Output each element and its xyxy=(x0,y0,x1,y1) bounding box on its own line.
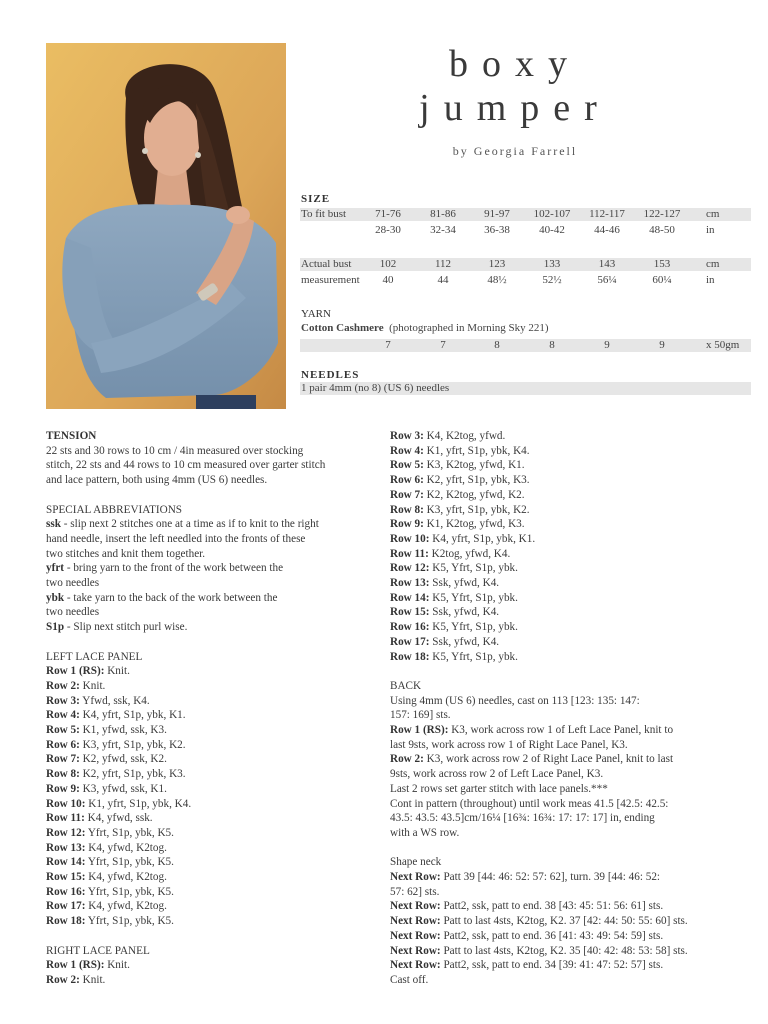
row-label: ybk xyxy=(46,591,65,604)
row-text: - Slip next stitch purl wise. xyxy=(64,621,188,634)
row-label: Row 14: xyxy=(46,856,86,869)
model-photo xyxy=(46,43,286,409)
yarn-qty: 7 xyxy=(440,339,446,351)
instruction-line xyxy=(46,811,376,826)
row-label: Next Row: xyxy=(390,929,441,942)
row-label: Row 6: xyxy=(390,474,424,487)
row-text: Ssk, yfwd, K4. xyxy=(429,606,500,619)
row-label: Next Row: xyxy=(390,915,441,928)
to-fit-label: To fit bust xyxy=(301,208,347,220)
size-cell: 32-34 xyxy=(430,224,456,236)
unit-label: cm xyxy=(706,208,720,220)
size-cell: 40 xyxy=(382,274,394,286)
needles-row xyxy=(300,382,751,395)
instruction-line xyxy=(46,605,376,620)
row-label: Row 14: xyxy=(390,591,430,604)
row-text: - take yarn to the back of the work between the xyxy=(64,591,278,604)
size-cell: 123 xyxy=(488,258,506,270)
row-text: K2, yfrt, S1p, ybk, K3. xyxy=(423,474,530,487)
instruction-line xyxy=(390,797,725,812)
title-line-1: boxy xyxy=(449,43,581,85)
row-text: K4, yfrt, S1p, ybk, K1. xyxy=(429,532,536,545)
row-label: Next Row: xyxy=(390,944,441,957)
spacer xyxy=(46,488,376,503)
row-text: two needles xyxy=(46,577,100,590)
instruction-line xyxy=(390,767,725,782)
row-text: Patt 39 [44: 46: 52: 57: 62], turn. 39 [44: 46: 52: xyxy=(440,871,661,884)
row-text: two needles xyxy=(46,606,100,619)
spacer xyxy=(390,664,725,679)
instruction-line xyxy=(390,782,725,797)
yarn-qty: 8 xyxy=(494,339,500,351)
instruction-line xyxy=(390,429,725,444)
row-text: K2tog, yfwd, K4. xyxy=(428,547,511,560)
size-cell: 81-86 xyxy=(430,208,456,220)
row-label: yfrt xyxy=(46,562,65,575)
row-text: K4, yfrt, S1p, ybk, K1. xyxy=(79,709,186,722)
row-label: Row 13: xyxy=(390,577,430,590)
row-text: and lace pattern, both using 4mm (US 6) needles. xyxy=(46,474,268,487)
row-text: Using 4mm (US 6) needles, cast on 113 [123: 135: 147: xyxy=(390,694,640,707)
instruction-line xyxy=(46,855,376,870)
instruction-line xyxy=(46,797,376,812)
row-text: K1, yfrt, S1p, ybk, K4. xyxy=(85,797,192,810)
row-text: K3, yfrt, S1p, ybk, K2. xyxy=(423,503,530,516)
row-label: Row 18: xyxy=(46,915,86,928)
size-cell: 133 xyxy=(543,258,561,270)
spacer xyxy=(46,929,376,944)
size-cell: 122-127 xyxy=(643,208,681,220)
instruction-line xyxy=(46,664,376,679)
row-text: Cast off. xyxy=(390,973,429,986)
row-text: Knit. xyxy=(79,679,106,692)
row-text: K3, work across row 2 of Right Lace Panel, knit to last xyxy=(423,753,674,766)
instruction-line xyxy=(46,738,376,753)
row-text: BACK xyxy=(390,679,422,692)
row-text: Yfrt, S1p, ybk, K5. xyxy=(85,826,174,839)
instruction-line xyxy=(46,591,376,606)
row-label: ssk xyxy=(46,518,61,531)
row-label: Row 4: xyxy=(390,444,424,457)
row-text: Ssk, yfwd, K4. xyxy=(429,577,500,590)
instruction-line xyxy=(390,826,725,841)
instruction-line xyxy=(46,870,376,885)
row-text: Patt2, ssk, patt to end. 36 [41: 43: 49: 54: 59] sts. xyxy=(440,929,664,942)
row-label: Row 13: xyxy=(46,841,86,854)
row-text: K3, work across row 1 of Left Lace Panel, knit to xyxy=(448,724,674,737)
actual-in-row xyxy=(300,274,751,287)
row-text: RIGHT LACE PANEL xyxy=(46,944,150,957)
row-text: last 9sts, work across row 1 of Right Lace Panel, K3. xyxy=(390,738,628,751)
row-text: Last 2 rows set garter stitch with lace panels.*** xyxy=(390,782,608,795)
needles-text: 1 pair 4mm (no 8) (US 6) needles xyxy=(301,382,450,394)
row-text: 57: 62] sts. xyxy=(390,885,440,898)
row-text: K4, yfwd, K2tog. xyxy=(85,841,167,854)
row-label: Row 17: xyxy=(46,900,86,913)
instruction-line xyxy=(46,782,376,797)
instruction-line xyxy=(46,650,376,665)
instruction-line xyxy=(46,444,376,459)
instruction-line xyxy=(390,561,725,576)
right-instructions-column xyxy=(390,429,725,988)
row-text: Knit. xyxy=(79,973,106,986)
row-label: Row 2: xyxy=(46,973,80,986)
instruction-line xyxy=(390,899,725,914)
size-cell: 112 xyxy=(434,258,452,270)
instruction-line xyxy=(390,694,725,709)
row-label: Row 16: xyxy=(390,621,430,634)
yarn-qty: 9 xyxy=(604,339,610,351)
size-cell: 44-46 xyxy=(594,224,620,236)
row-text: K5, Yfrt, S1p, ybk. xyxy=(429,621,518,634)
row-label: Row 17: xyxy=(390,635,430,648)
instruction-line xyxy=(390,591,725,606)
instruction-line xyxy=(390,503,725,518)
yarn-heading: YARN xyxy=(301,308,331,320)
row-label: Row 7: xyxy=(46,753,80,766)
instruction-line xyxy=(46,958,376,973)
byline: by Georgia Farrell xyxy=(452,144,578,158)
instruction-line xyxy=(46,547,376,562)
instruction-line xyxy=(46,576,376,591)
row-text: Shape neck xyxy=(390,856,442,869)
row-label: Row 8: xyxy=(390,503,424,516)
size-cell: 60¼ xyxy=(652,274,672,286)
row-text: K2, K2tog, yfwd, K2. xyxy=(423,488,525,501)
instruction-line xyxy=(390,870,725,885)
instruction-line xyxy=(46,914,376,929)
row-label: Row 16: xyxy=(46,885,86,898)
row-text: Patt2, ssk, patt to end. 34 [39: 41: 47: 52: 57] sts. xyxy=(440,959,664,972)
row-text: SPECIAL ABBREVIATIONS xyxy=(46,503,183,516)
left-instructions-column xyxy=(46,429,376,988)
instruction-line xyxy=(390,473,725,488)
instruction-line xyxy=(46,532,376,547)
row-text: K3, yfrt, S1p, ybk, K2. xyxy=(79,738,186,751)
size-cell: 153 xyxy=(653,258,671,270)
row-text: 43.5: 43.5: 43.5]cm/16¼ [16¾: 16¾: 17: 17: 17] in, ending xyxy=(390,812,655,825)
row-text: Ssk, yfwd, K4. xyxy=(429,635,500,648)
row-label: Row 18: xyxy=(390,650,430,663)
row-label: Row 9: xyxy=(46,782,80,795)
row-text: Patt2, ssk, patt to end. 38 [43: 45: 51: 56: 61] sts. xyxy=(440,900,664,913)
instruction-line xyxy=(46,767,376,782)
row-text: K3, yfwd, ssk, K1. xyxy=(79,782,167,795)
instruction-line xyxy=(46,841,376,856)
row-label: Row 2: xyxy=(390,753,424,766)
instruction-line xyxy=(390,855,725,870)
size-cell: 91-97 xyxy=(484,208,510,220)
row-text: Yfwd, ssk, K4. xyxy=(79,694,150,707)
instruction-line xyxy=(390,679,725,694)
model-photo-illustration xyxy=(46,43,286,409)
row-text: Yfrt, S1p, ybk, K5. xyxy=(85,856,174,869)
row-label: Next Row: xyxy=(390,871,441,884)
unit-label: in xyxy=(706,224,715,236)
yarn-name: Cotton Cashmere xyxy=(301,322,384,334)
instruction-line xyxy=(46,826,376,841)
row-text: K5, Yfrt, S1p, ybk. xyxy=(429,591,518,604)
unit-label: cm xyxy=(706,258,720,270)
row-label: Row 9: xyxy=(390,518,424,531)
row-label: Row 1 (RS): xyxy=(46,665,105,678)
yarn-name-row xyxy=(300,322,751,335)
to-fit-in-row xyxy=(300,224,751,237)
row-label: Row 7: xyxy=(390,488,424,501)
size-cell: 112-117 xyxy=(589,208,625,220)
row-label: Row 1 (RS): xyxy=(390,724,449,737)
instruction-line xyxy=(46,752,376,767)
instruction-line xyxy=(390,532,725,547)
row-text: Patt to last 4sts, K2tog, K2. 35 [40: 42: 48: 53: 58] sts. xyxy=(440,944,688,957)
row-text: 9sts, work across row 2 of Left Lace Panel, K3. xyxy=(390,768,604,781)
instruction-line xyxy=(390,738,725,753)
instruction-line xyxy=(390,635,725,650)
instruction-line xyxy=(46,503,376,518)
yarn-qty: 8 xyxy=(549,339,555,351)
actual-label-2: measurement xyxy=(301,274,360,286)
instruction-line xyxy=(390,811,725,826)
row-text: 157: 169] sts. xyxy=(390,709,451,722)
instruction-line xyxy=(390,973,725,988)
row-text: 22 sts and 30 rows to 10 cm / 4in measured over stocking xyxy=(46,444,304,457)
instruction-line xyxy=(390,547,725,562)
instruction-line xyxy=(46,458,376,473)
needles-heading: NEEDLES xyxy=(301,369,360,381)
row-label: Row 8: xyxy=(46,768,80,781)
yarn-unit: x 50gm xyxy=(706,339,740,351)
instruction-line xyxy=(46,723,376,738)
yarn-qty: 9 xyxy=(659,339,665,351)
row-label: Row 12: xyxy=(46,826,86,839)
instruction-line xyxy=(390,458,725,473)
instruction-line xyxy=(390,517,725,532)
unit-label: in xyxy=(706,274,715,286)
row-text: Knit. xyxy=(104,959,130,972)
row-text: - bring yarn to the front of the work between the xyxy=(64,562,284,575)
row-text: K5, Yfrt, S1p, ybk. xyxy=(429,650,518,663)
instruction-line xyxy=(390,944,725,959)
spacer xyxy=(390,841,725,856)
size-cell: 71-76 xyxy=(375,208,401,220)
instruction-line xyxy=(390,620,725,635)
size-cell: 56¼ xyxy=(597,274,617,286)
row-label: Row 11: xyxy=(390,547,429,560)
row-text: Knit. xyxy=(104,665,130,678)
row-text: hand needle, insert the left needled into the fronts of these xyxy=(46,532,306,545)
instruction-line xyxy=(46,620,376,635)
row-text: K4, yfwd, ssk. xyxy=(84,812,153,825)
size-cell: 36-38 xyxy=(484,224,510,236)
size-cell: 28-30 xyxy=(375,224,401,236)
row-label: S1p xyxy=(46,621,65,634)
instruction-line xyxy=(46,694,376,709)
instruction-line xyxy=(390,752,725,767)
row-text: K4, K2tog, yfwd. xyxy=(423,430,506,442)
instruction-line xyxy=(46,973,376,988)
row-text: K1, K2tog, yfwd, K3. xyxy=(423,518,525,531)
row-label: Row 4: xyxy=(46,709,80,722)
yarn-name-line xyxy=(301,322,549,335)
size-cell: 48-50 xyxy=(649,224,675,236)
size-cell: 52½ xyxy=(542,274,562,286)
row-label: Row 2: xyxy=(46,679,80,692)
row-text: LEFT LACE PANEL xyxy=(46,650,143,663)
row-text: Yfrt, S1p, ybk, K5. xyxy=(85,885,174,898)
instruction-line xyxy=(46,944,376,959)
instruction-line xyxy=(390,488,725,503)
instruction-line xyxy=(390,576,725,591)
size-cell: 102-107 xyxy=(533,208,571,220)
row-label: Row 5: xyxy=(390,459,424,472)
row-text: K4, yfwd, K2tog. xyxy=(85,871,167,884)
row-label: Row 5: xyxy=(46,724,80,737)
instruction-line xyxy=(390,708,725,723)
row-text: Patt to last 4sts, K2tog, K2. 37 [42: 44: 50: 55: 60] sts. xyxy=(440,915,688,928)
instruction-line xyxy=(46,429,376,444)
row-text: K2, yfrt, S1p, ybk, K3. xyxy=(79,768,186,781)
row-label: Row 3: xyxy=(390,430,424,442)
row-text: two stitches and knit them together. xyxy=(46,547,206,560)
row-text: with a WS row. xyxy=(390,826,460,839)
actual-cm-row xyxy=(300,258,751,271)
spacer xyxy=(46,635,376,650)
row-label: Row 10: xyxy=(390,532,430,545)
row-label: Row 10: xyxy=(46,797,86,810)
instruction-line xyxy=(390,885,725,900)
title-line-2: jumper xyxy=(419,87,611,129)
row-text: stitch, 22 sts and 44 rows to 10 cm measured over garter stitch xyxy=(46,459,326,472)
size-cell: 44 xyxy=(437,274,449,286)
instruction-line xyxy=(46,899,376,914)
instruction-line xyxy=(46,517,376,532)
row-text: K1, yfwd, ssk, K3. xyxy=(79,724,167,737)
row-text: Cont in pattern (throughout) until work meas 41.5 [42.5: 42.5: xyxy=(390,797,669,810)
instruction-line xyxy=(390,605,725,620)
row-label: Next Row: xyxy=(390,959,441,972)
yarn-quantity-row xyxy=(300,339,751,352)
yarn-qty: 7 xyxy=(385,339,391,351)
size-cell: 40-42 xyxy=(539,224,565,236)
to-fit-cm-row xyxy=(300,208,751,221)
row-text: K2, yfwd, ssk, K2. xyxy=(79,753,167,766)
row-label: Row 3: xyxy=(46,694,80,707)
instruction-line xyxy=(390,650,725,665)
instruction-line xyxy=(46,708,376,723)
instruction-line xyxy=(390,723,725,738)
row-label: Row 12: xyxy=(390,562,430,575)
row-text: Yfrt, S1p, ybk, K5. xyxy=(85,915,174,928)
row-text: K5, Yfrt, S1p, ybk. xyxy=(429,562,518,575)
row-label: Row 15: xyxy=(390,606,430,619)
row-text: - slip next 2 stitches one at a time as if to knit to the right xyxy=(60,518,319,531)
instruction-line xyxy=(46,679,376,694)
instruction-line xyxy=(46,885,376,900)
row-label: Next Row: xyxy=(390,900,441,913)
instruction-line xyxy=(390,929,725,944)
instruction-line xyxy=(46,473,376,488)
row-label: Row 11: xyxy=(46,812,85,825)
yarn-note: (photographed in Morning Sky 221) xyxy=(389,322,549,334)
size-heading: SIZE xyxy=(301,193,331,205)
instruction-line xyxy=(390,444,725,459)
instruction-line xyxy=(390,914,725,929)
size-cell: 143 xyxy=(598,258,616,270)
row-text: K1, yfrt, S1p, ybk, K4. xyxy=(423,444,530,457)
row-label: Row 6: xyxy=(46,738,80,751)
row-text: K4, yfwd, K2tog. xyxy=(85,900,167,913)
row-label: TENSION xyxy=(46,430,97,442)
instruction-line xyxy=(46,561,376,576)
actual-label: Actual bust xyxy=(301,258,352,270)
row-label: Row 15: xyxy=(46,871,86,884)
size-cell: 102 xyxy=(379,258,397,270)
size-cell: 48½ xyxy=(487,274,507,286)
row-text: K3, K2tog, yfwd, K1. xyxy=(423,459,525,472)
instruction-line xyxy=(390,958,725,973)
row-label: Row 1 (RS): xyxy=(46,959,105,972)
